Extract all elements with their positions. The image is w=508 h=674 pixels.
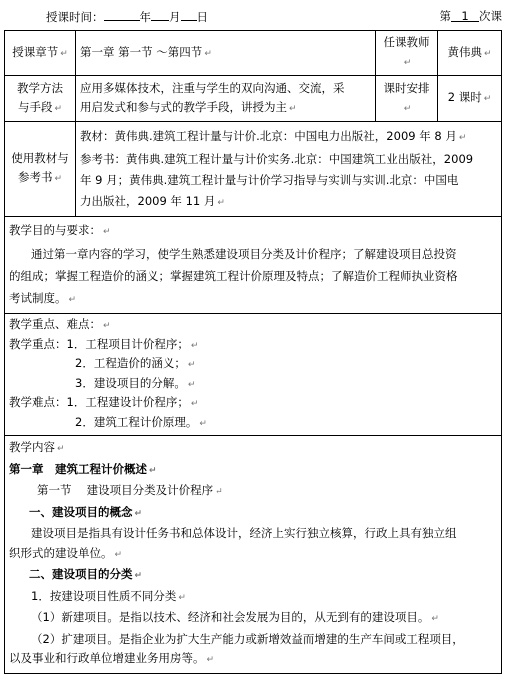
difficulty-label: 教学难点：	[9, 395, 67, 409]
content-row	[5, 436, 502, 674]
objectives-text-line-3: 考试制度。	[9, 291, 67, 305]
content-item-1a: （1）新建项目。是指以技术、经济和社会发展为目的，从无到有的建设项目。	[31, 610, 430, 624]
focus-item-2: 2．工程造价的涵义；	[75, 356, 186, 370]
books-value-cell: 教材：黄伟典.建筑工程计量与计价.北京：中国电力出版社，2009 年 8 月 ↵ 参考书：黄伟典.建筑工程计量与计价实务.北京：中国建筑工业出版社，2009 年 9 月；黄伟典.建筑工程计量与计价学习指导与实训与实训.北京：中国电 力出版社，2009 年 11 月 ↵	[76, 122, 502, 217]
chapter-value: 第一章 第一节 ～第四节	[80, 44, 203, 59]
objectives-text-line-1: 通过第一章内容的学习，使学生熟悉建设项目分类及计价程序；了解建设项目总投资	[31, 247, 457, 261]
textbook-line: 教材：黄伟典.建筑工程计量与计价.北京：中国电力出版社，2009 年 8 月	[80, 129, 457, 143]
chapter-label: 授课章节	[12, 44, 59, 59]
hours-label: 课时安排	[383, 80, 430, 95]
page-header	[0, 6, 508, 24]
content-subsection-2-title: 二、建设项目的分类	[29, 567, 133, 581]
chapter-value-cell: 第一章 第一节 ～第四节 ↵	[76, 31, 376, 76]
teacher-value-cell: 黄伟典 ↵	[438, 31, 502, 76]
content-item-1b-line-2: 以及事业和行政单位增建业务用房等。	[9, 651, 205, 665]
books-row	[5, 122, 502, 217]
hours-value-cell: 2 课时 ↵	[438, 76, 502, 122]
objectives-text-line-2: 的组成；掌握工程造价的涵义；掌握建筑工程计价原理及特点；了解造价工程师执业资格	[9, 269, 458, 283]
month-label: 月	[169, 10, 181, 24]
content-subsection-1-title: 一、建设项目的概念	[29, 504, 133, 519]
reference-line-2: 年 9 月；黄伟典.建筑工程计量与计价学习指导与实训与实训.北京：中国电	[80, 173, 459, 187]
content-title: 教学内容	[9, 440, 55, 454]
teacher-value: 黄伟典	[447, 44, 482, 59]
content-item-1: 1．按建设项目性质不同分类	[31, 588, 177, 603]
content-subsection-1-text-line-2: 织形式的建设单位。	[9, 545, 113, 560]
key-points-title: 教学重点、难点：	[9, 317, 101, 331]
lesson-time-label: 授课时间：	[46, 10, 104, 24]
books-label-line-2: 参考书	[17, 170, 53, 184]
lesson-date-line	[46, 8, 208, 25]
books-label-cell: 使用教材与 参考书 ↵	[5, 122, 76, 217]
chapter-row	[5, 31, 502, 76]
objectives-row	[5, 217, 502, 314]
objectives-title: 教学目的与要求：	[9, 223, 101, 237]
day-blank	[181, 8, 197, 21]
hours-value: 2 课时	[447, 90, 482, 104]
method-value-line-2: 用启发式和参与式的教学手段，讲授为主	[80, 99, 287, 114]
hours-label-cell: 课时安排↵	[376, 76, 438, 122]
difficulty-item-1: 1．工程建设计价程序；	[66, 395, 189, 409]
content-subsection-1-text-line-1: 建设项目是指具有设计任务书和总体设计，经济上实行独立核算，行政上具有独立组	[31, 526, 457, 540]
content-item-1b-line-1: （2）扩建项目。是指企业为扩大生产能力或新增效益而增建的生产车间或工程项目，	[31, 631, 464, 646]
reference-line-3: 力出版社，2009 年 11 月	[80, 194, 216, 208]
teacher-label: 任课教师	[383, 35, 430, 49]
chapter-label-cell: 授课章节 ↵	[5, 31, 76, 76]
year-blank	[104, 8, 140, 21]
method-value-line-1: 应用多媒体技术，注重与学生的双向沟通、交流，采	[80, 80, 345, 95]
books-label-line-1: 使用教材与	[11, 151, 69, 165]
lesson-number-line	[440, 8, 503, 24]
method-value-cell: 应用多媒体技术，注重与学生的双向沟通、交流，采 用启发式和参与式的教学手段，讲授为主 ↵	[76, 76, 376, 122]
method-label-line-1: 教学方法	[17, 80, 63, 95]
content-section-title: 第一节 建设项目分类及计价程序	[37, 483, 214, 497]
lesson-number: 1	[451, 9, 479, 22]
year-label: 年	[139, 10, 151, 24]
day-label: 日	[196, 10, 208, 24]
reference-line-1: 参考书：黄伟典.建筑工程计量与计价实务.北京：中国建筑工业出版社，2009	[80, 152, 474, 166]
difficulty-item-2: 2．建筑工程计价原理。	[75, 414, 198, 429]
content-cell: 教学内容 ↵ 第一章 建筑工程计价概述 ↵ 第一节 建设项目分类及计价程序 ↵ 一、建设项目的概念 ↵ 建设项目是指具有设计任务书和总体设计，经济上实行独立核算，行政上具有独立组 织形式的建设单位。 ↵ 二、建设项目的分类 ↵ 1．按建设项目性质不同分类 ↵ （1）新建项目。是指以技术、经济和社会发展为目的，从无到有的建设项目。 ↵ （2）扩建项目。是指企业为扩大生产能力或新增效益而增建的生产车间或工程项目， 以及事业和行政单位增建业务用房等。 ↵	[5, 436, 502, 674]
key-points-cell: 教学重点、难点： ↵ 教学重点：1．工程项目计价程序； ↵ 2．工程造价的涵义； ↵ 3．建设项目的分解。 ↵ 教学难点：1．工程建设计价程序； ↵ 2．建筑工程计价原理。 ↵	[5, 314, 502, 436]
focus-item-3: 3．建设项目的分解。	[75, 375, 186, 390]
content-chapter-title: 第一章 建筑工程计价概述	[9, 461, 147, 476]
objectives-cell: 教学目的与要求： ↵ 通过第一章内容的学习，使学生熟悉建设项目分类及计价程序；了解建设项目总投资 的组成；掌握工程造价的涵义；掌握建筑工程计价原理及特点；了解造价工程师执业资格 考试制度。 ↵	[5, 217, 502, 314]
month-blank	[151, 8, 169, 21]
teacher-label-cell: 任课教师↵	[376, 31, 438, 76]
lesson-number-prefix: 第	[439, 9, 451, 23]
lesson-plan-table	[4, 30, 502, 674]
lesson-number-suffix: 次课	[479, 9, 502, 23]
focus-item-1: 1．工程项目计价程序；	[66, 336, 189, 351]
method-label-cell: 教学方法 与手段 ↵	[5, 76, 76, 122]
method-label-line-2: 与手段	[17, 99, 53, 114]
method-row	[5, 76, 502, 122]
focus-label: 教学重点：	[9, 336, 67, 351]
key-points-row	[5, 314, 502, 436]
